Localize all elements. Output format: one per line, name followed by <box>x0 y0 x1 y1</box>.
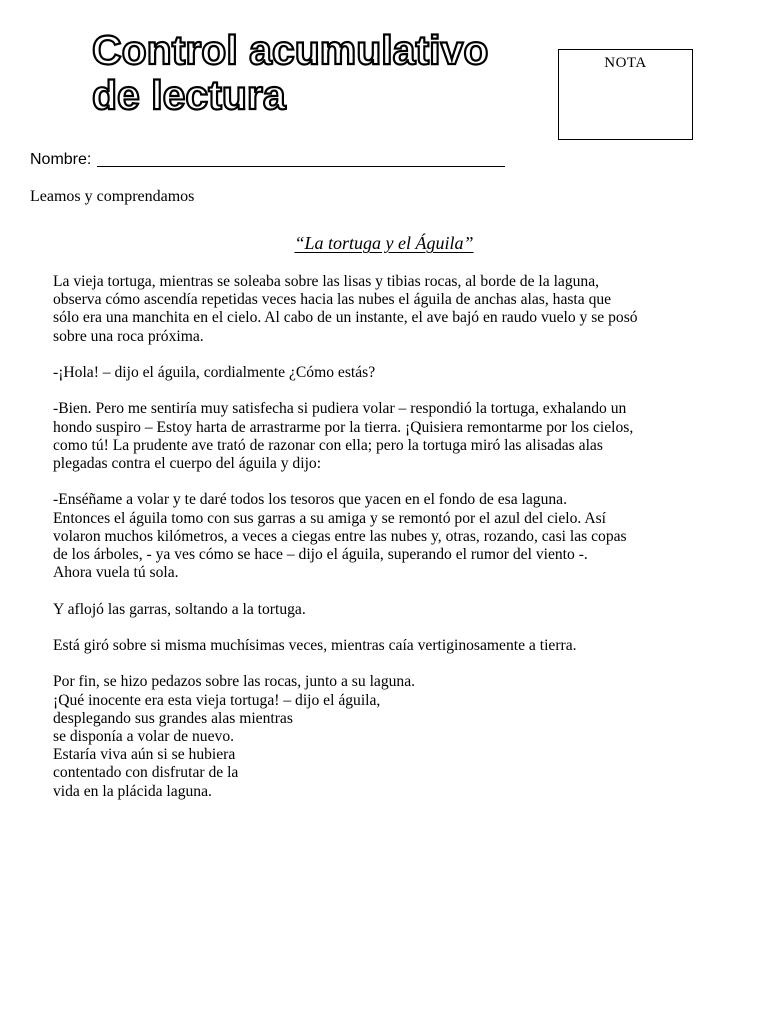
story-line: Estaría viva aún si se hubiera <box>53 746 236 764</box>
story-line: La vieja tortuga, mientras se soleaba sobre las lisas y tibias rocas, al borde de la laguna, <box>53 273 600 290</box>
story-body <box>53 273 723 819</box>
story-paragraph <box>53 673 723 800</box>
story-paragraph <box>53 601 723 619</box>
grade-label: NOTA <box>604 55 647 71</box>
story-line: -Bien. Pero me sentiría muy satisfecha si pudiera volar – respondió la tortuga, exhalando un <box>53 400 627 418</box>
story-line: Y aflojó las garras, soltando a la tortuga. <box>53 600 306 618</box>
story-line: Entonces el águila tomo con sus garras a su amiga y se remontó por el azul del cielo. Así <box>53 509 606 527</box>
story-paragraph <box>53 364 723 382</box>
story-paragraph <box>53 637 723 655</box>
story-title: “La tortuga y el Águila” <box>294 233 474 253</box>
story-line: sobre una roca próxima. <box>53 327 204 345</box>
story-line: sólo era una manchita en el cielo. Al cabo de un instante, el ave bajó en raudo vuelo y se posó <box>53 309 638 327</box>
worksheet-title <box>92 28 512 118</box>
story-line: se disponía a volar de nuevo. <box>53 727 235 745</box>
story-line: de los árboles, - ya ves cómo se hace – dijo el águila, superando el rumor del viento -. <box>53 546 588 563</box>
name-blank-line[interactable] <box>97 150 505 167</box>
intro-text: Leamos y comprendamos <box>30 188 195 205</box>
story-line: hondo suspiro – Estoy harta de arrastrarme por la tierra. ¡Quisiera remontarme por los cielos, <box>53 418 634 436</box>
story-line: desplegando sus grandes alas mientras <box>53 709 293 727</box>
story-line: contentado con disfrutar de la <box>53 764 239 782</box>
story-line: vida en la plácida laguna. <box>53 782 212 800</box>
title-line-2: de lectura <box>92 72 286 118</box>
story-line: -Enséñame a volar y te daré todos los tesoros que yacen en el fondo de esa laguna. <box>53 491 567 509</box>
story-line: -¡Hola! – dijo el águila, cordialmente ¿Cómo estás? <box>53 364 376 381</box>
story-paragraph <box>53 273 723 346</box>
story-line: observa cómo ascendía repetidas veces hacia las nubes el águila de anchas alas, hasta que <box>53 291 612 309</box>
story-paragraph <box>53 491 723 582</box>
story-line: Está giró sobre si misma muchísimas veces, mientras caía vertiginosamente a tierra. <box>53 636 577 654</box>
story-line: volaron muchos kilómetros, a veces a ciegas entre las nubes y, otras, rozando, casi las copas <box>53 527 627 545</box>
story-line: Por fin, se hizo pedazos sobre las rocas, junto a su laguna. <box>53 673 416 691</box>
story-line: ¡Qué inocente era esta vieja tortuga! – dijo el águila, <box>53 691 381 709</box>
story-paragraph <box>53 400 723 473</box>
story-line: como tú! La prudente ave trató de razonar con ella; pero la tortuga miró las alisadas alas <box>53 436 603 454</box>
name-label: Nombre: <box>30 151 92 168</box>
name-field <box>30 150 505 169</box>
grade-box[interactable] <box>558 49 693 140</box>
title-line-1: Control acumulativo <box>92 27 489 73</box>
story-line: plegadas contra el cuerpo del águila y dijo: <box>53 455 322 472</box>
story-line: Ahora vuela tú sola. <box>53 564 179 582</box>
